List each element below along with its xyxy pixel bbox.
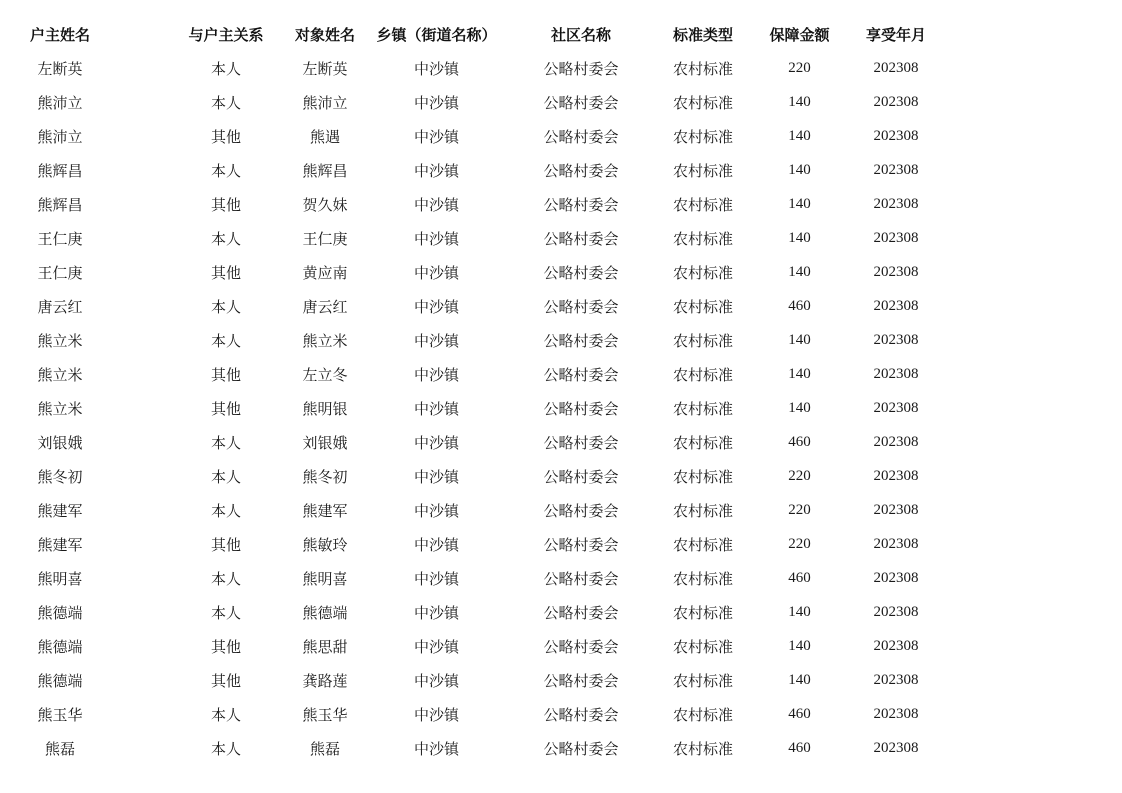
row-spacer: [120, 561, 176, 595]
table-row: [0, 357, 1122, 391]
amount-cell: 460: [788, 297, 811, 314]
amount-cell: 140: [788, 93, 811, 110]
row-spacer: [120, 153, 176, 187]
header-trailing-spacer: [936, 17, 1122, 51]
standard-type-cell: 农村标准: [672, 637, 733, 656]
township-cell: 中沙镇: [413, 535, 459, 554]
standard-type-cell: 农村标准: [672, 331, 733, 350]
township-cell: 中沙镇: [413, 93, 459, 112]
table-row: [0, 391, 1122, 425]
table-row: [0, 697, 1122, 731]
subject-name-cell: 熊立米: [302, 331, 348, 350]
standard-type-cell: 农村标准: [672, 263, 733, 282]
township-cell: 中沙镇: [413, 297, 459, 316]
standard-type-cell: 农村标准: [672, 535, 733, 554]
header-year-month: 享受年月: [865, 25, 926, 44]
household-head-cell: 熊德端: [37, 637, 83, 656]
community-cell: 公略村委会: [543, 569, 619, 588]
amount-cell: 460: [788, 739, 811, 756]
household-head-cell: 熊德端: [37, 603, 83, 622]
amount-cell: 220: [788, 535, 811, 552]
standard-type-cell: 农村标准: [672, 195, 733, 214]
row-trailing-spacer: [936, 51, 1122, 85]
township-cell: 中沙镇: [413, 501, 459, 520]
subject-name-cell: 左立冬: [302, 365, 348, 384]
household-head-cell: 熊冬初: [37, 467, 83, 486]
standard-type-cell: 农村标准: [672, 127, 733, 146]
row-trailing-spacer: [936, 119, 1122, 153]
relation-cell: 其他: [210, 399, 241, 418]
standard-type-cell: 农村标准: [672, 705, 733, 724]
standard-type-cell: 农村标准: [672, 603, 733, 622]
household-head-cell: 熊明喜: [37, 569, 83, 588]
year-month-cell: 202308: [873, 331, 919, 348]
standard-type-cell: 农村标准: [672, 671, 733, 690]
subject-name-cell: 王仁庚: [302, 229, 348, 248]
table-row: [0, 221, 1122, 255]
relation-cell: 本人: [210, 739, 241, 758]
header-subject-name: 对象姓名: [294, 25, 355, 44]
row-spacer: [120, 51, 176, 85]
header-spacer: [120, 17, 176, 51]
household-head-cell: 熊建军: [37, 501, 83, 520]
header-community: 社区名称: [550, 25, 611, 44]
relation-cell: 本人: [210, 467, 241, 486]
amount-cell: 460: [788, 569, 811, 586]
amount-cell: 140: [788, 331, 811, 348]
year-month-cell: 202308: [873, 569, 919, 586]
standard-type-cell: 农村标准: [672, 93, 733, 112]
row-trailing-spacer: [936, 697, 1122, 731]
household-head-cell: 王仁庚: [37, 229, 83, 248]
household-head-cell: 熊玉华: [37, 705, 83, 724]
community-cell: 公略村委会: [543, 229, 619, 248]
township-cell: 中沙镇: [413, 399, 459, 418]
row-trailing-spacer: [936, 187, 1122, 221]
standard-type-cell: 农村标准: [672, 569, 733, 588]
table-row: [0, 459, 1122, 493]
community-cell: 公略村委会: [543, 127, 619, 146]
year-month-cell: 202308: [873, 365, 919, 382]
subject-name-cell: 熊冬初: [302, 467, 348, 486]
amount-cell: 460: [788, 705, 811, 722]
header-household-head: 户主姓名: [29, 25, 90, 44]
relation-cell: 本人: [210, 331, 241, 350]
community-cell: 公略村委会: [543, 705, 619, 724]
standard-type-cell: 农村标准: [672, 501, 733, 520]
header-relation: 与户主关系: [188, 25, 264, 44]
household-head-cell: 熊辉昌: [37, 195, 83, 214]
subject-name-cell: 熊德端: [302, 603, 348, 622]
subject-name-cell: 左断英: [302, 59, 348, 78]
standard-type-cell: 农村标准: [672, 739, 733, 758]
amount-cell: 140: [788, 671, 811, 688]
household-head-cell: 熊建军: [37, 535, 83, 554]
subject-name-cell: 熊明银: [302, 399, 348, 418]
table-row: [0, 561, 1122, 595]
community-cell: 公略村委会: [543, 535, 619, 554]
community-cell: 公略村委会: [543, 331, 619, 350]
standard-type-cell: 农村标准: [672, 59, 733, 78]
table-body: [0, 51, 1122, 765]
document-sheet: [0, 17, 1122, 765]
subject-name-cell: 熊敏玲: [302, 535, 348, 554]
community-cell: 公略村委会: [543, 365, 619, 384]
household-head-cell: 熊立米: [37, 365, 83, 384]
relation-cell: 其他: [210, 365, 241, 384]
township-cell: 中沙镇: [413, 705, 459, 724]
subject-name-cell: 熊思甜: [302, 637, 348, 656]
table-row: [0, 527, 1122, 561]
year-month-cell: 202308: [873, 637, 919, 654]
year-month-cell: 202308: [873, 399, 919, 416]
household-head-cell: 唐云红: [37, 297, 83, 316]
row-spacer: [120, 119, 176, 153]
township-cell: 中沙镇: [413, 467, 459, 486]
row-spacer: [120, 731, 176, 765]
header-amount: 保障金额: [769, 25, 830, 44]
year-month-cell: 202308: [873, 161, 919, 178]
relation-cell: 本人: [210, 501, 241, 520]
subject-name-cell: 熊明喜: [302, 569, 348, 588]
row-spacer: [120, 323, 176, 357]
row-trailing-spacer: [936, 731, 1122, 765]
standard-type-cell: 农村标准: [672, 433, 733, 452]
year-month-cell: 202308: [873, 195, 919, 212]
row-spacer: [120, 459, 176, 493]
relation-cell: 本人: [210, 433, 241, 452]
row-spacer: [120, 357, 176, 391]
year-month-cell: 202308: [873, 297, 919, 314]
subject-name-cell: 熊玉华: [302, 705, 348, 724]
subject-name-cell: 熊沛立: [302, 93, 348, 112]
household-head-cell: 刘银娥: [37, 433, 83, 452]
household-head-cell: 熊德端: [37, 671, 83, 690]
household-head-cell: 熊沛立: [37, 93, 83, 112]
table-row: [0, 187, 1122, 221]
table-row: [0, 51, 1122, 85]
row-trailing-spacer: [936, 85, 1122, 119]
relation-cell: 其他: [210, 637, 241, 656]
row-trailing-spacer: [936, 425, 1122, 459]
subject-name-cell: 熊建军: [302, 501, 348, 520]
row-trailing-spacer: [936, 357, 1122, 391]
community-cell: 公略村委会: [543, 671, 619, 690]
row-trailing-spacer: [936, 629, 1122, 663]
header-township: 乡镇（街道名称）: [376, 25, 497, 44]
table-row: [0, 493, 1122, 527]
standard-type-cell: 农村标准: [672, 399, 733, 418]
row-trailing-spacer: [936, 323, 1122, 357]
row-spacer: [120, 221, 176, 255]
table-row: [0, 289, 1122, 323]
standard-type-cell: 农村标准: [672, 161, 733, 180]
amount-cell: 220: [788, 501, 811, 518]
table-row: [0, 255, 1122, 289]
township-cell: 中沙镇: [413, 127, 459, 146]
amount-cell: 220: [788, 59, 811, 76]
header-standard-type: 标准类型: [672, 25, 733, 44]
row-spacer: [120, 425, 176, 459]
table-row: [0, 425, 1122, 459]
year-month-cell: 202308: [873, 59, 919, 76]
township-cell: 中沙镇: [413, 161, 459, 180]
amount-cell: 140: [788, 365, 811, 382]
year-month-cell: 202308: [873, 671, 919, 688]
relation-cell: 本人: [210, 59, 241, 78]
township-cell: 中沙镇: [413, 671, 459, 690]
standard-type-cell: 农村标准: [672, 297, 733, 316]
relation-cell: 本人: [210, 569, 241, 588]
subject-name-cell: 熊辉昌: [302, 161, 348, 180]
community-cell: 公略村委会: [543, 59, 619, 78]
community-cell: 公略村委会: [543, 603, 619, 622]
household-head-cell: 熊沛立: [37, 127, 83, 146]
year-month-cell: 202308: [873, 229, 919, 246]
township-cell: 中沙镇: [413, 739, 459, 758]
amount-cell: 140: [788, 229, 811, 246]
year-month-cell: 202308: [873, 467, 919, 484]
row-spacer: [120, 187, 176, 221]
year-month-cell: 202308: [873, 501, 919, 518]
amount-cell: 140: [788, 195, 811, 212]
township-cell: 中沙镇: [413, 59, 459, 78]
community-cell: 公略村委会: [543, 297, 619, 316]
community-cell: 公略村委会: [543, 637, 619, 656]
subject-name-cell: 龚路莲: [302, 671, 348, 690]
row-trailing-spacer: [936, 391, 1122, 425]
community-cell: 公略村委会: [543, 467, 619, 486]
standard-type-cell: 农村标准: [672, 229, 733, 248]
table-row: [0, 153, 1122, 187]
year-month-cell: 202308: [873, 705, 919, 722]
community-cell: 公略村委会: [543, 399, 619, 418]
row-spacer: [120, 527, 176, 561]
amount-cell: 220: [788, 467, 811, 484]
row-spacer: [120, 663, 176, 697]
township-cell: 中沙镇: [413, 603, 459, 622]
row-spacer: [120, 391, 176, 425]
relation-cell: 其他: [210, 535, 241, 554]
relation-cell: 其他: [210, 671, 241, 690]
township-cell: 中沙镇: [413, 331, 459, 350]
amount-cell: 140: [788, 603, 811, 620]
table-row: [0, 323, 1122, 357]
relation-cell: 本人: [210, 93, 241, 112]
subject-name-cell: 贺久妹: [302, 195, 348, 214]
row-trailing-spacer: [936, 663, 1122, 697]
table-row: [0, 663, 1122, 697]
standard-type-cell: 农村标准: [672, 365, 733, 384]
year-month-cell: 202308: [873, 263, 919, 280]
table-row: [0, 119, 1122, 153]
community-cell: 公略村委会: [543, 263, 619, 282]
subject-name-cell: 黄应南: [302, 263, 348, 282]
community-cell: 公略村委会: [543, 93, 619, 112]
household-head-cell: 熊立米: [37, 399, 83, 418]
row-spacer: [120, 255, 176, 289]
subject-name-cell: 熊遇: [309, 127, 340, 146]
row-spacer: [120, 595, 176, 629]
row-trailing-spacer: [936, 153, 1122, 187]
table-row: [0, 731, 1122, 765]
amount-cell: 140: [788, 161, 811, 178]
community-cell: 公略村委会: [543, 739, 619, 758]
community-cell: 公略村委会: [543, 501, 619, 520]
subject-name-cell: 唐云红: [302, 297, 348, 316]
subject-name-cell: 刘银娥: [302, 433, 348, 452]
township-cell: 中沙镇: [413, 263, 459, 282]
household-head-cell: 王仁庚: [37, 263, 83, 282]
relation-cell: 其他: [210, 127, 241, 146]
township-cell: 中沙镇: [413, 433, 459, 452]
row-trailing-spacer: [936, 459, 1122, 493]
amount-cell: 140: [788, 263, 811, 280]
amount-cell: 140: [788, 637, 811, 654]
relation-cell: 本人: [210, 161, 241, 180]
relation-cell: 其他: [210, 195, 241, 214]
row-spacer: [120, 85, 176, 119]
community-cell: 公略村委会: [543, 161, 619, 180]
row-trailing-spacer: [936, 595, 1122, 629]
household-head-cell: 熊立米: [37, 331, 83, 350]
standard-type-cell: 农村标准: [672, 467, 733, 486]
amount-cell: 140: [788, 127, 811, 144]
row-trailing-spacer: [936, 493, 1122, 527]
row-spacer: [120, 493, 176, 527]
row-trailing-spacer: [936, 561, 1122, 595]
household-head-cell: 左断英: [37, 59, 83, 78]
household-head-cell: 熊磊: [44, 739, 75, 758]
row-trailing-spacer: [936, 527, 1122, 561]
year-month-cell: 202308: [873, 127, 919, 144]
relation-cell: 本人: [210, 603, 241, 622]
year-month-cell: 202308: [873, 739, 919, 756]
amount-cell: 140: [788, 399, 811, 416]
table-row: [0, 85, 1122, 119]
beneficiary-table: [0, 17, 1122, 765]
year-month-cell: 202308: [873, 433, 919, 450]
table-header-row: [0, 17, 1122, 51]
row-trailing-spacer: [936, 255, 1122, 289]
table-row: [0, 629, 1122, 663]
subject-name-cell: 熊磊: [309, 739, 340, 758]
row-trailing-spacer: [936, 289, 1122, 323]
township-cell: 中沙镇: [413, 195, 459, 214]
year-month-cell: 202308: [873, 535, 919, 552]
township-cell: 中沙镇: [413, 637, 459, 656]
township-cell: 中沙镇: [413, 229, 459, 248]
amount-cell: 460: [788, 433, 811, 450]
table-row: [0, 595, 1122, 629]
relation-cell: 本人: [210, 229, 241, 248]
community-cell: 公略村委会: [543, 195, 619, 214]
relation-cell: 本人: [210, 705, 241, 724]
row-spacer: [120, 629, 176, 663]
year-month-cell: 202308: [873, 93, 919, 110]
household-head-cell: 熊辉昌: [37, 161, 83, 180]
township-cell: 中沙镇: [413, 365, 459, 384]
row-spacer: [120, 697, 176, 731]
row-trailing-spacer: [936, 221, 1122, 255]
township-cell: 中沙镇: [413, 569, 459, 588]
year-month-cell: 202308: [873, 603, 919, 620]
relation-cell: 其他: [210, 263, 241, 282]
row-spacer: [120, 289, 176, 323]
community-cell: 公略村委会: [543, 433, 619, 452]
relation-cell: 本人: [210, 297, 241, 316]
